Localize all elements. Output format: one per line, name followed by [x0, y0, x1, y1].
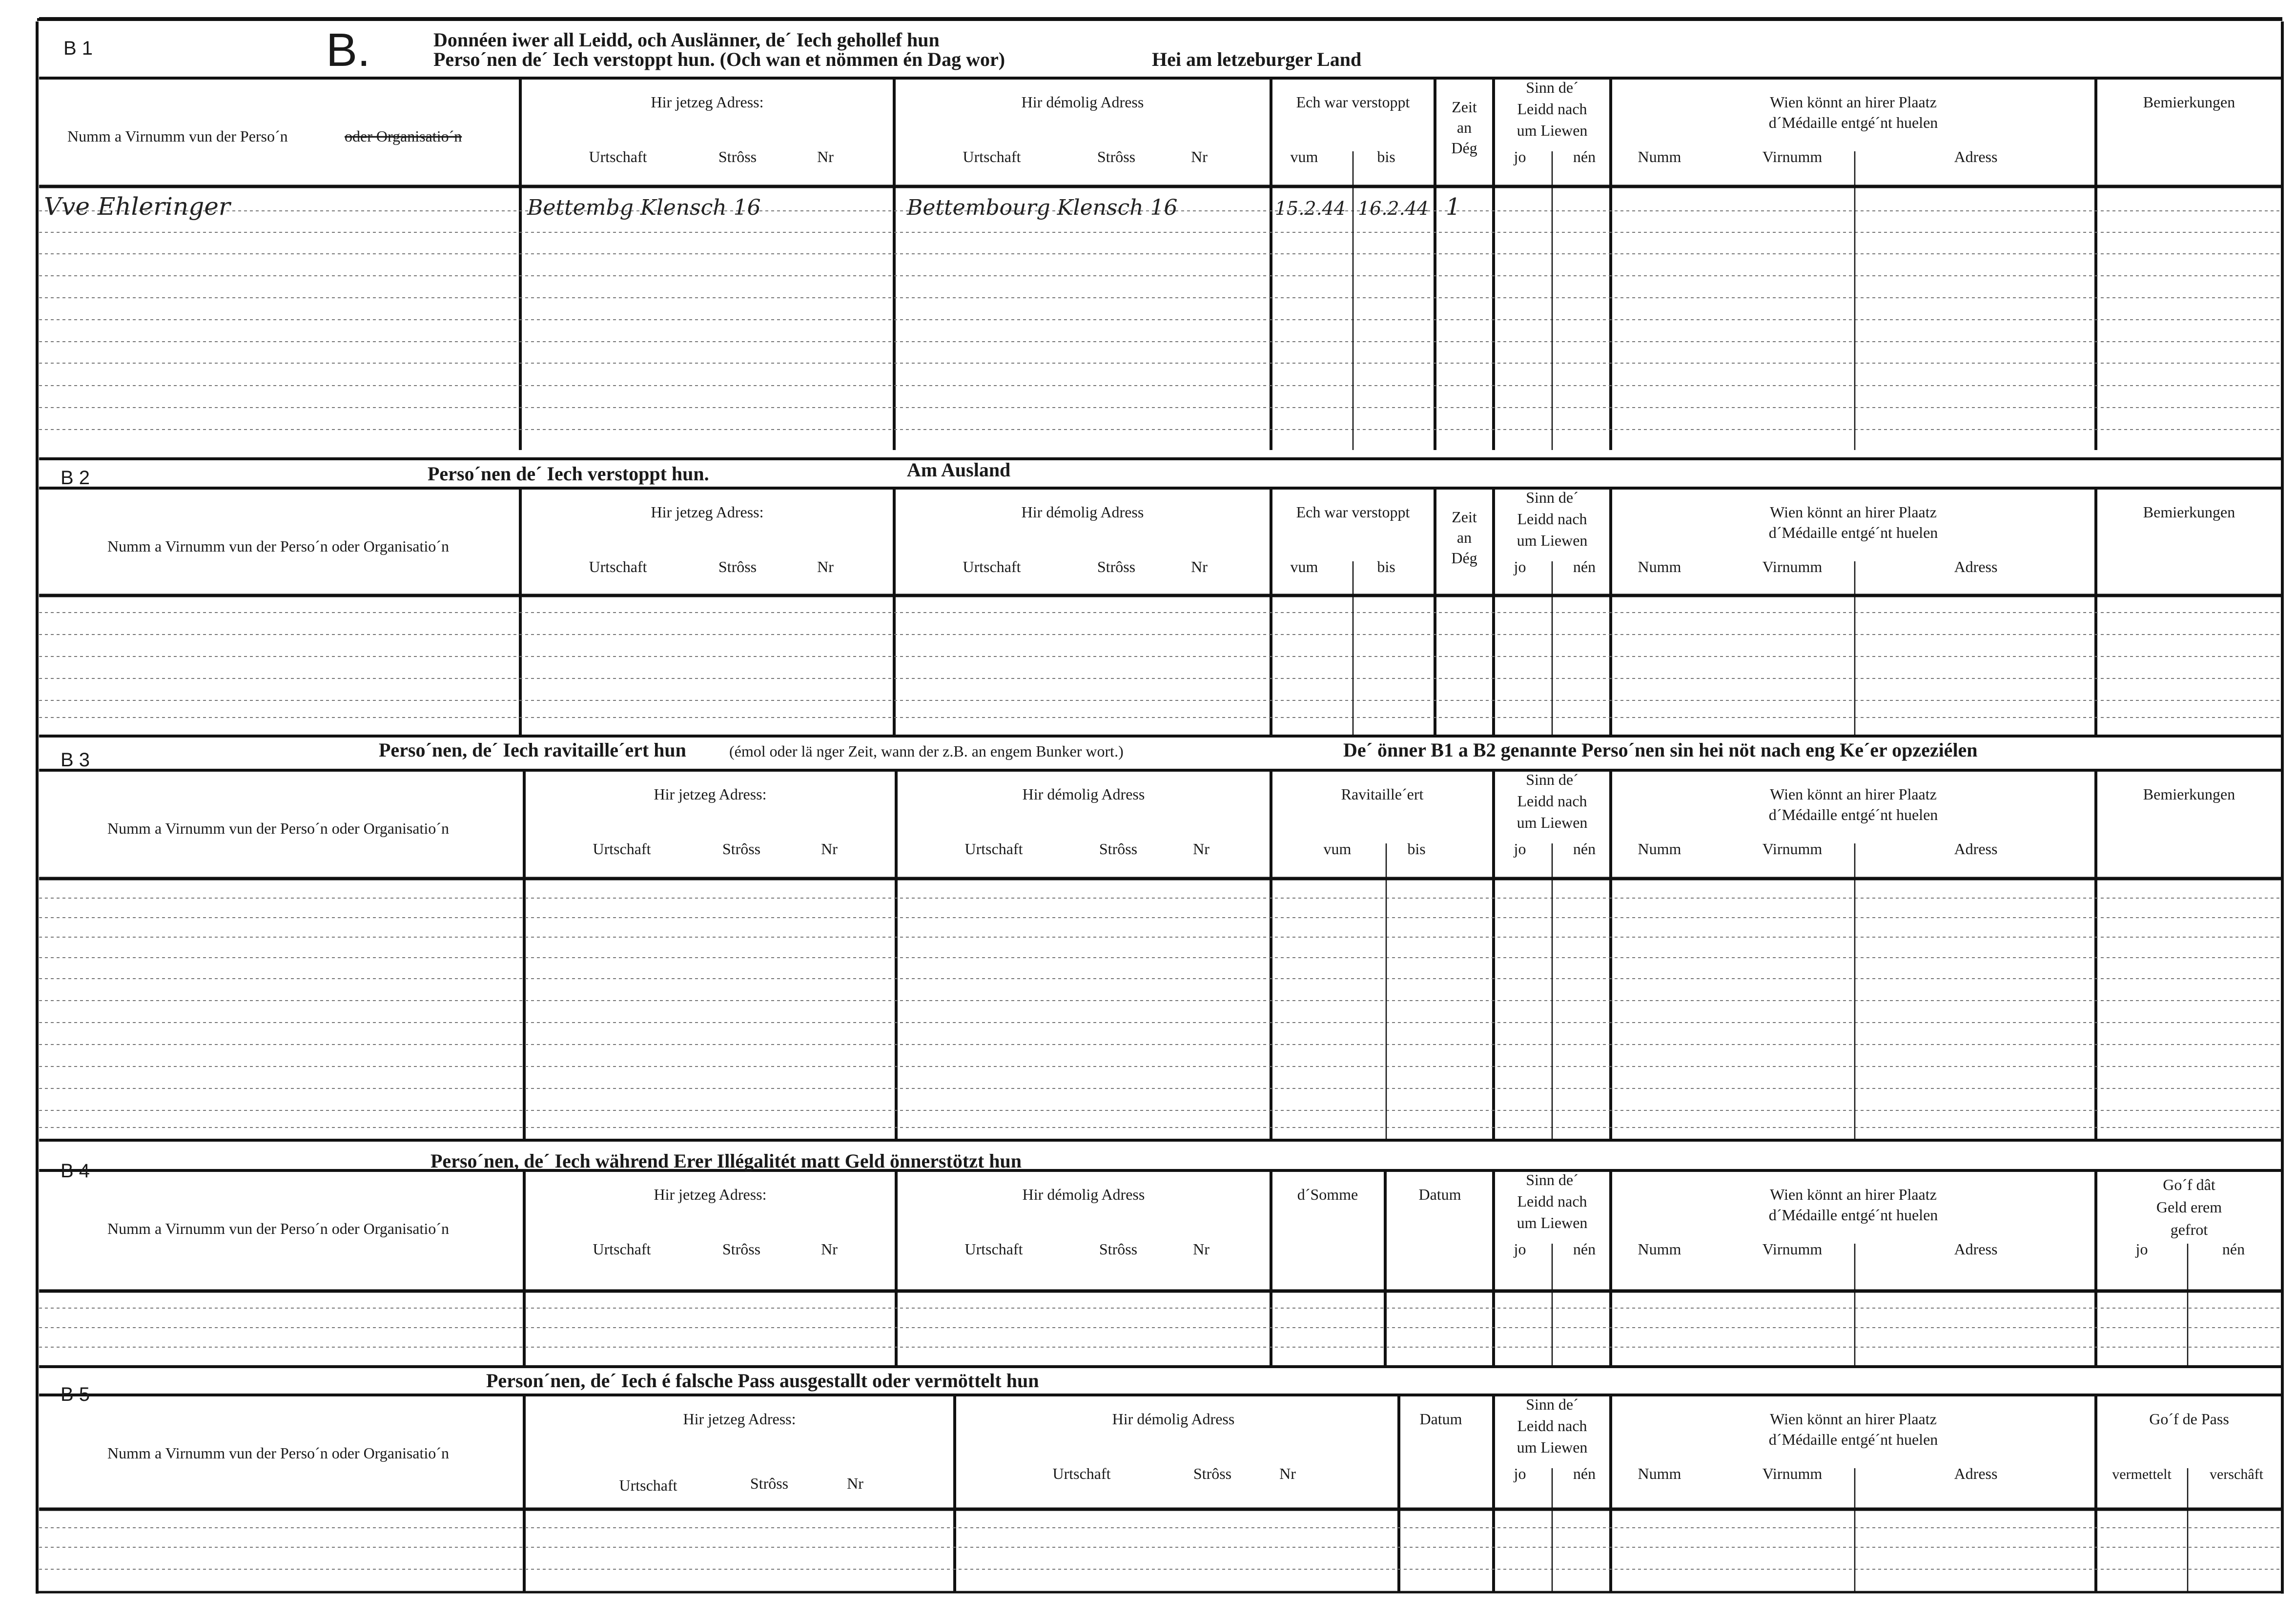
section-title-extra: De´ önner B1 a B2 genannte Perso´nen sin hei nöt nach eng Ke´er opzeziélen: [1343, 739, 1978, 761]
sub-header-address: Adress: [1954, 840, 1998, 858]
form-labels: [61, 24, 2264, 1494]
sub-header-firstname: Virnumm: [1762, 1465, 1823, 1482]
section-letter: B.: [326, 24, 370, 76]
sub-header-from: vum: [1290, 148, 1318, 165]
period-header: Ech war verstoppt: [1296, 503, 1410, 521]
sub-header-from: vum: [1290, 558, 1318, 575]
section-code: B 1: [63, 38, 93, 59]
sub-header-firstname: Virnumm: [1762, 1240, 1823, 1258]
section-code: B 3: [61, 749, 90, 771]
former-address-header: Hir démolig Adress: [1022, 1186, 1145, 1203]
sub-header-nr: Nr: [847, 1475, 863, 1492]
living-header: Sinn de´ Leidd nach um Liewen: [1517, 1171, 1588, 1231]
handwritten-from-date: 15.2.44: [1275, 198, 1346, 219]
sub-header-street: Strôss: [1097, 148, 1136, 165]
sub-header-place: Urtschaft: [589, 148, 647, 165]
section-title: Perso´nen, de´ Iech während Erer Illégalitét matt Geld önnerstötzt hun: [430, 1150, 1022, 1172]
period-header: Ech war verstoppt: [1296, 93, 1410, 111]
sub-header-nr: Nr: [817, 558, 834, 575]
former-address-header: Hir démolig Adress: [1021, 503, 1144, 521]
name-column-header: Numm a Virnumm vun der Perso´n oder Organisatio´n: [107, 820, 449, 837]
medal-header: Wien könnt an hirer Plaatz d´Médaille entgé´nt huelen: [1768, 1186, 1938, 1224]
sub-header-street: Strôss: [1099, 840, 1138, 858]
sub-header-street: Strôss: [1099, 1240, 1138, 1258]
sub-header-name: Numm: [1638, 840, 1681, 858]
sum-header: d´Somme: [1297, 1186, 1358, 1203]
medal-header: Wien könnt an hirer Plaatz d´Médaille entgé´nt huelen: [1768, 1410, 1938, 1448]
handwritten-name: Vve Ehleringer: [44, 192, 230, 221]
handwritten-days: 1: [1446, 193, 1461, 221]
sub-header-place: Urtschaft: [963, 148, 1021, 165]
days-header: Zeit an Dég: [1451, 508, 1477, 567]
section-title-extra: Am Ausland: [907, 459, 1011, 481]
sub-header-no: nén: [1573, 840, 1596, 858]
sub-header-street: Strôss: [1193, 1465, 1232, 1482]
sub-header-from: vum: [1323, 840, 1352, 858]
sub-header-yes: jo: [1514, 840, 1526, 858]
current-address-header: Hir jetzeg Adress:: [651, 503, 764, 521]
handwritten-to-date: 16.2.44: [1358, 198, 1429, 219]
sub-header-place: Urtschaft: [619, 1476, 677, 1494]
sub-header-street: Strôss: [750, 1475, 789, 1492]
sub-header-place: Urtschaft: [964, 840, 1023, 858]
name-column-header: Numm a Virnumm vun der Perso´n: [67, 127, 288, 145]
sub-header-name: Numm: [1638, 1240, 1681, 1258]
section-title: Perso´nen, de´ Iech ravitaille´ert hun: [379, 739, 686, 761]
sub-header-firstname: Virnumm: [1762, 558, 1823, 575]
pass-header: Go´f de Pass: [2149, 1410, 2229, 1428]
period-header: Ravitaille´ert: [1341, 785, 1424, 803]
sub-header-no: nén: [1573, 148, 1596, 165]
current-address-header: Hir jetzeg Adress:: [683, 1410, 796, 1428]
name-column-header: Numm a Virnumm vun der Perso´n oder Organisatio´n: [107, 1220, 449, 1237]
sub-header-nr: Nr: [1193, 840, 1210, 858]
sub-header-no: nén: [1573, 1240, 1596, 1258]
handwritten-former-address: Bettembourg Klensch 16: [907, 195, 1178, 220]
date-header: Datum: [1419, 1410, 1462, 1428]
remarks-header: Bemierkungen: [2143, 785, 2235, 803]
sub-header-to: bis: [1377, 148, 1395, 165]
current-address-header: Hir jetzeg Adress:: [654, 785, 767, 803]
remarks-header: Bemierkungen: [2143, 93, 2235, 111]
sub-header-nr: Nr: [817, 148, 834, 165]
sub-header-yes: jo: [2135, 1240, 2148, 1258]
sub-header-place: Urtschaft: [593, 840, 651, 858]
sub-header-nr: Nr: [1191, 558, 1208, 575]
sub-header-nr: Nr: [1279, 1465, 1296, 1482]
sub-header-no: nén: [2222, 1240, 2245, 1258]
section-title: Perso´nen de´ Iech verstoppt hun. (Och wan et nömmen én Dag wor): [433, 48, 1005, 70]
name-column-header: Numm a Virnumm vun der Perso´n oder Organisatio´n: [107, 537, 449, 555]
sub-header-place: Urtschaft: [1052, 1465, 1111, 1482]
medal-header: Wien könnt an hirer Plaatz d´Médaille entgé´nt huelen: [1768, 503, 1938, 541]
section-title: Person´nen, de´ Iech é falsche Pass ausgestallt oder vermöttelt hun: [486, 1370, 1039, 1392]
sub-header-place: Urtschaft: [963, 558, 1021, 575]
sub-header-firstname: Virnumm: [1762, 840, 1823, 858]
sub-header-yes: jo: [1514, 558, 1526, 575]
sub-header-nr: Nr: [1191, 148, 1208, 165]
sub-header-no: nén: [1573, 1465, 1596, 1482]
section-code: B 4: [61, 1160, 90, 1182]
sub-header-place: Urtschaft: [589, 558, 647, 575]
sub-header-street: Strôss: [718, 558, 757, 575]
sub-header-yes: jo: [1514, 1240, 1526, 1258]
living-header: Sinn de´ Leidd nach um Liewen: [1517, 1395, 1588, 1456]
current-address-header: Hir jetzeg Adress:: [651, 93, 764, 111]
sub-header-street: Strôss: [718, 148, 757, 165]
handwritten-current-address: Bettembg Klensch 16: [527, 195, 761, 220]
days-header: Zeit an Dég: [1451, 98, 1477, 157]
sub-header-place: Urtschaft: [593, 1240, 651, 1258]
sub-header-address: Adress: [1954, 148, 1998, 165]
living-header: Sinn de´ Leidd nach um Liewen: [1517, 489, 1588, 549]
current-address-header: Hir jetzeg Adress:: [654, 1186, 767, 1203]
former-address-header: Hir démolig Adress: [1022, 785, 1145, 803]
sub-header-place: Urtschaft: [964, 1240, 1023, 1258]
sub-header-name: Numm: [1638, 1465, 1681, 1482]
date-header: Datum: [1418, 1186, 1461, 1203]
sub-header-yes: jo: [1514, 148, 1526, 165]
sub-header-nr: Nr: [821, 1240, 838, 1258]
sub-header-arranged: vermettelt: [2112, 1466, 2172, 1482]
medal-header: Wien könnt an hirer Plaatz d´Médaille entgé´nt huelen: [1768, 93, 1938, 131]
sub-header-name: Numm: [1638, 148, 1681, 165]
section-title-note: (émol oder lä nger Zeit, wann der z.B. an engem Bunker wort.): [729, 742, 1124, 760]
sub-header-no: nén: [1573, 558, 1596, 575]
sub-header-address: Adress: [1954, 1240, 1998, 1258]
sub-header-name: Numm: [1638, 558, 1681, 575]
name-column-header-struck: oder Organisatio´n: [345, 127, 462, 145]
section-title-extra: Hei am letzeburger Land: [1152, 48, 1362, 70]
sub-header-to: bis: [1377, 558, 1395, 575]
former-address-header: Hir démolig Adress: [1112, 1410, 1235, 1428]
form-rules: [37, 19, 2282, 1594]
sub-header-nr: Nr: [1193, 1240, 1210, 1258]
section-title: Perso´nen de´ Iech verstoppt hun.: [428, 463, 709, 485]
living-header: Sinn de´ Leidd nach um Liewen: [1517, 79, 1588, 139]
sub-header-firstname: Virnumm: [1762, 148, 1823, 165]
medal-header: Wien könnt an hirer Plaatz d´Médaille entgé´nt huelen: [1768, 785, 1938, 823]
section-code: B 5: [61, 1384, 90, 1405]
sub-header-to: bis: [1407, 840, 1426, 858]
sub-header-yes: jo: [1514, 1465, 1526, 1482]
money-returned-header: Go´f dât Geld erem gefrot: [2156, 1176, 2222, 1238]
section-title: Donnéen iwer all Leidd, och Auslänner, de´ Iech gehollef hun: [433, 29, 940, 51]
name-column-header: Numm a Virnumm vun der Perso´n oder Organisatio´n: [107, 1444, 449, 1462]
sub-header-street: Strôss: [722, 1240, 761, 1258]
sub-header-address: Adress: [1954, 1465, 1998, 1482]
sub-header-procured: verschâft: [2210, 1466, 2263, 1482]
sub-header-address: Adress: [1954, 558, 1998, 575]
remarks-header: Bemierkungen: [2143, 503, 2235, 521]
sub-header-nr: Nr: [821, 840, 838, 858]
handwritten-entries: [44, 192, 1461, 221]
former-address-header: Hir démolig Adress: [1021, 93, 1144, 111]
sub-header-street: Strôss: [722, 840, 761, 858]
living-header: Sinn de´ Leidd nach um Liewen: [1517, 771, 1588, 831]
section-code: B 2: [61, 467, 90, 489]
sub-header-street: Strôss: [1097, 558, 1136, 575]
